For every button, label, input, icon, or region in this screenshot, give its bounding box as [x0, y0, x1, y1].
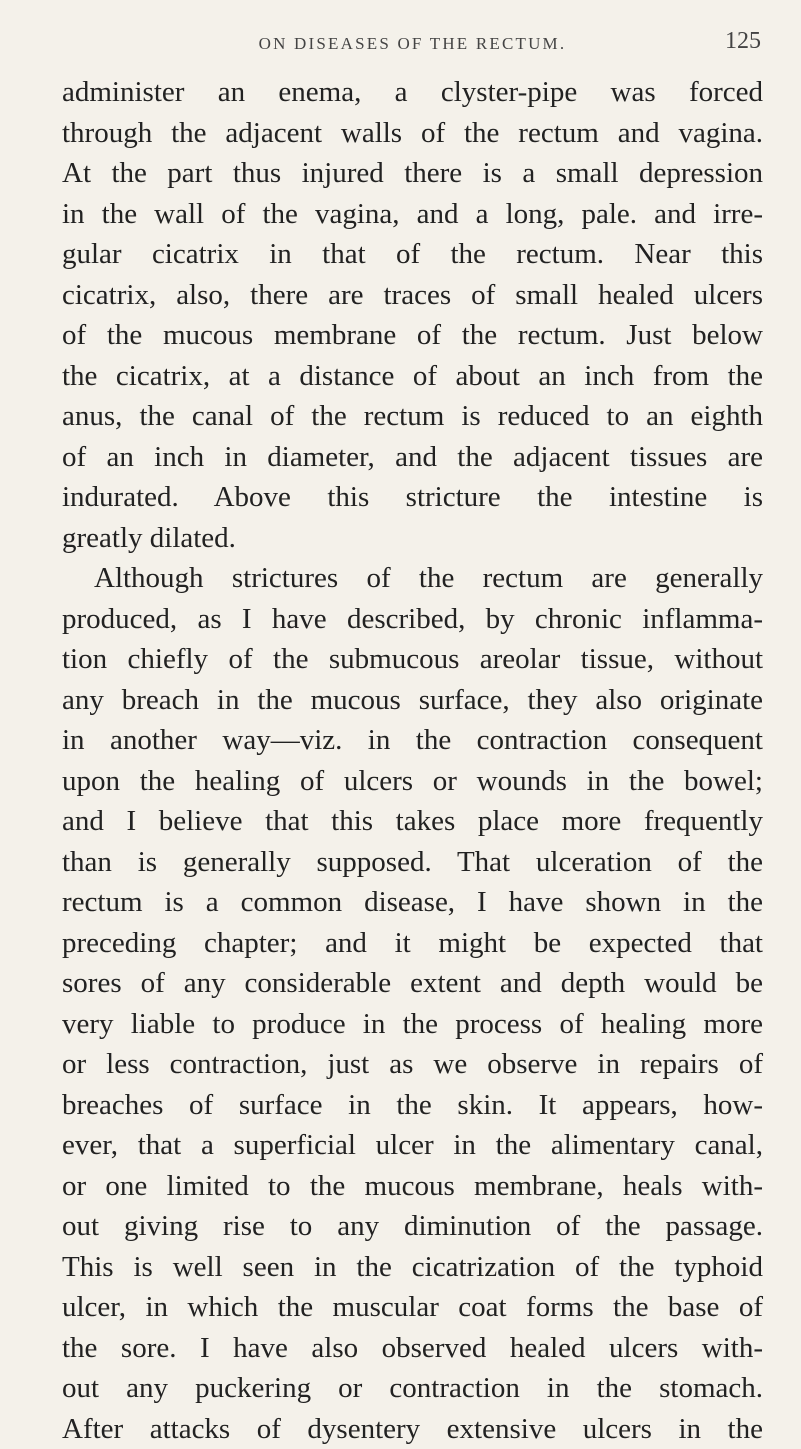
running-head — [62, 6, 763, 46]
text-line: and I believe that this takes place more frequently — [62, 801, 763, 842]
text-line: through the adjacent walls of the rectum and vagina. — [62, 113, 763, 154]
text-line: gular cicatrix in that of the rectum. Near this — [62, 234, 763, 275]
text-line: in another way—viz. in the contraction consequent — [62, 720, 763, 761]
text-line: the cicatrix, at a distance of about an inch from the — [62, 356, 763, 397]
text-line: ever, that a superficial ulcer in the alimentary canal, — [62, 1125, 763, 1166]
text-line: upon the healing of ulcers or wounds in the bowel; — [62, 761, 763, 802]
body-text — [62, 72, 763, 1449]
running-head-title: ON DISEASES OF THE RECTUM. — [62, 34, 763, 54]
text-line: Although strictures of the rectum are generally — [62, 558, 763, 599]
text-line: preceding chapter; and it might be expected that — [62, 923, 763, 964]
text-line: After attacks of dysentery extensive ulcers in the — [62, 1409, 763, 1449]
text-line: of the mucous membrane of the rectum. Just below — [62, 315, 763, 356]
text-line: or one limited to the mucous membrane, heals with- — [62, 1166, 763, 1207]
text-line: of an inch in diameter, and the adjacent tissues are — [62, 437, 763, 478]
text-line: indurated. Above this stricture the intestine is — [62, 477, 763, 518]
text-line: cicatrix, also, there are traces of small healed ulcers — [62, 275, 763, 316]
text-line: tion chiefly of the submucous areolar tissue, without — [62, 639, 763, 680]
text-line: At the part thus injured there is a small depression — [62, 153, 763, 194]
text-line: administer an enema, a clyster-pipe was forced — [62, 72, 763, 113]
text-line: rectum is a common disease, I have shown in the — [62, 882, 763, 923]
text-line: the sore. I have also observed healed ulcers with- — [62, 1328, 763, 1369]
text-line: greatly dilated. — [62, 518, 763, 559]
text-line: very liable to produce in the process of healing more — [62, 1004, 763, 1045]
text-line: out any puckering or contraction in the stomach. — [62, 1368, 763, 1409]
text-line: produced, as I have described, by chronic inflamma- — [62, 599, 763, 640]
text-line: ulcer, in which the muscular coat forms the base of — [62, 1287, 763, 1328]
text-line: in the wall of the vagina, and a long, pale. and irre- — [62, 194, 763, 235]
text-line: or less contraction, just as we observe in repairs of — [62, 1044, 763, 1085]
text-line: This is well seen in the cicatrization of the typhoid — [62, 1247, 763, 1288]
text-line: any breach in the mucous surface, they also originate — [62, 680, 763, 721]
text-line: anus, the canal of the rectum is reduced to an eighth — [62, 396, 763, 437]
text-line: sores of any considerable extent and depth would be — [62, 963, 763, 1004]
text-line: breaches of surface in the skin. It appears, how- — [62, 1085, 763, 1126]
page-number: 125 — [725, 28, 761, 55]
text-line: out giving rise to any diminution of the passage. — [62, 1206, 763, 1247]
text-line: than is generally supposed. That ulceration of the — [62, 842, 763, 883]
